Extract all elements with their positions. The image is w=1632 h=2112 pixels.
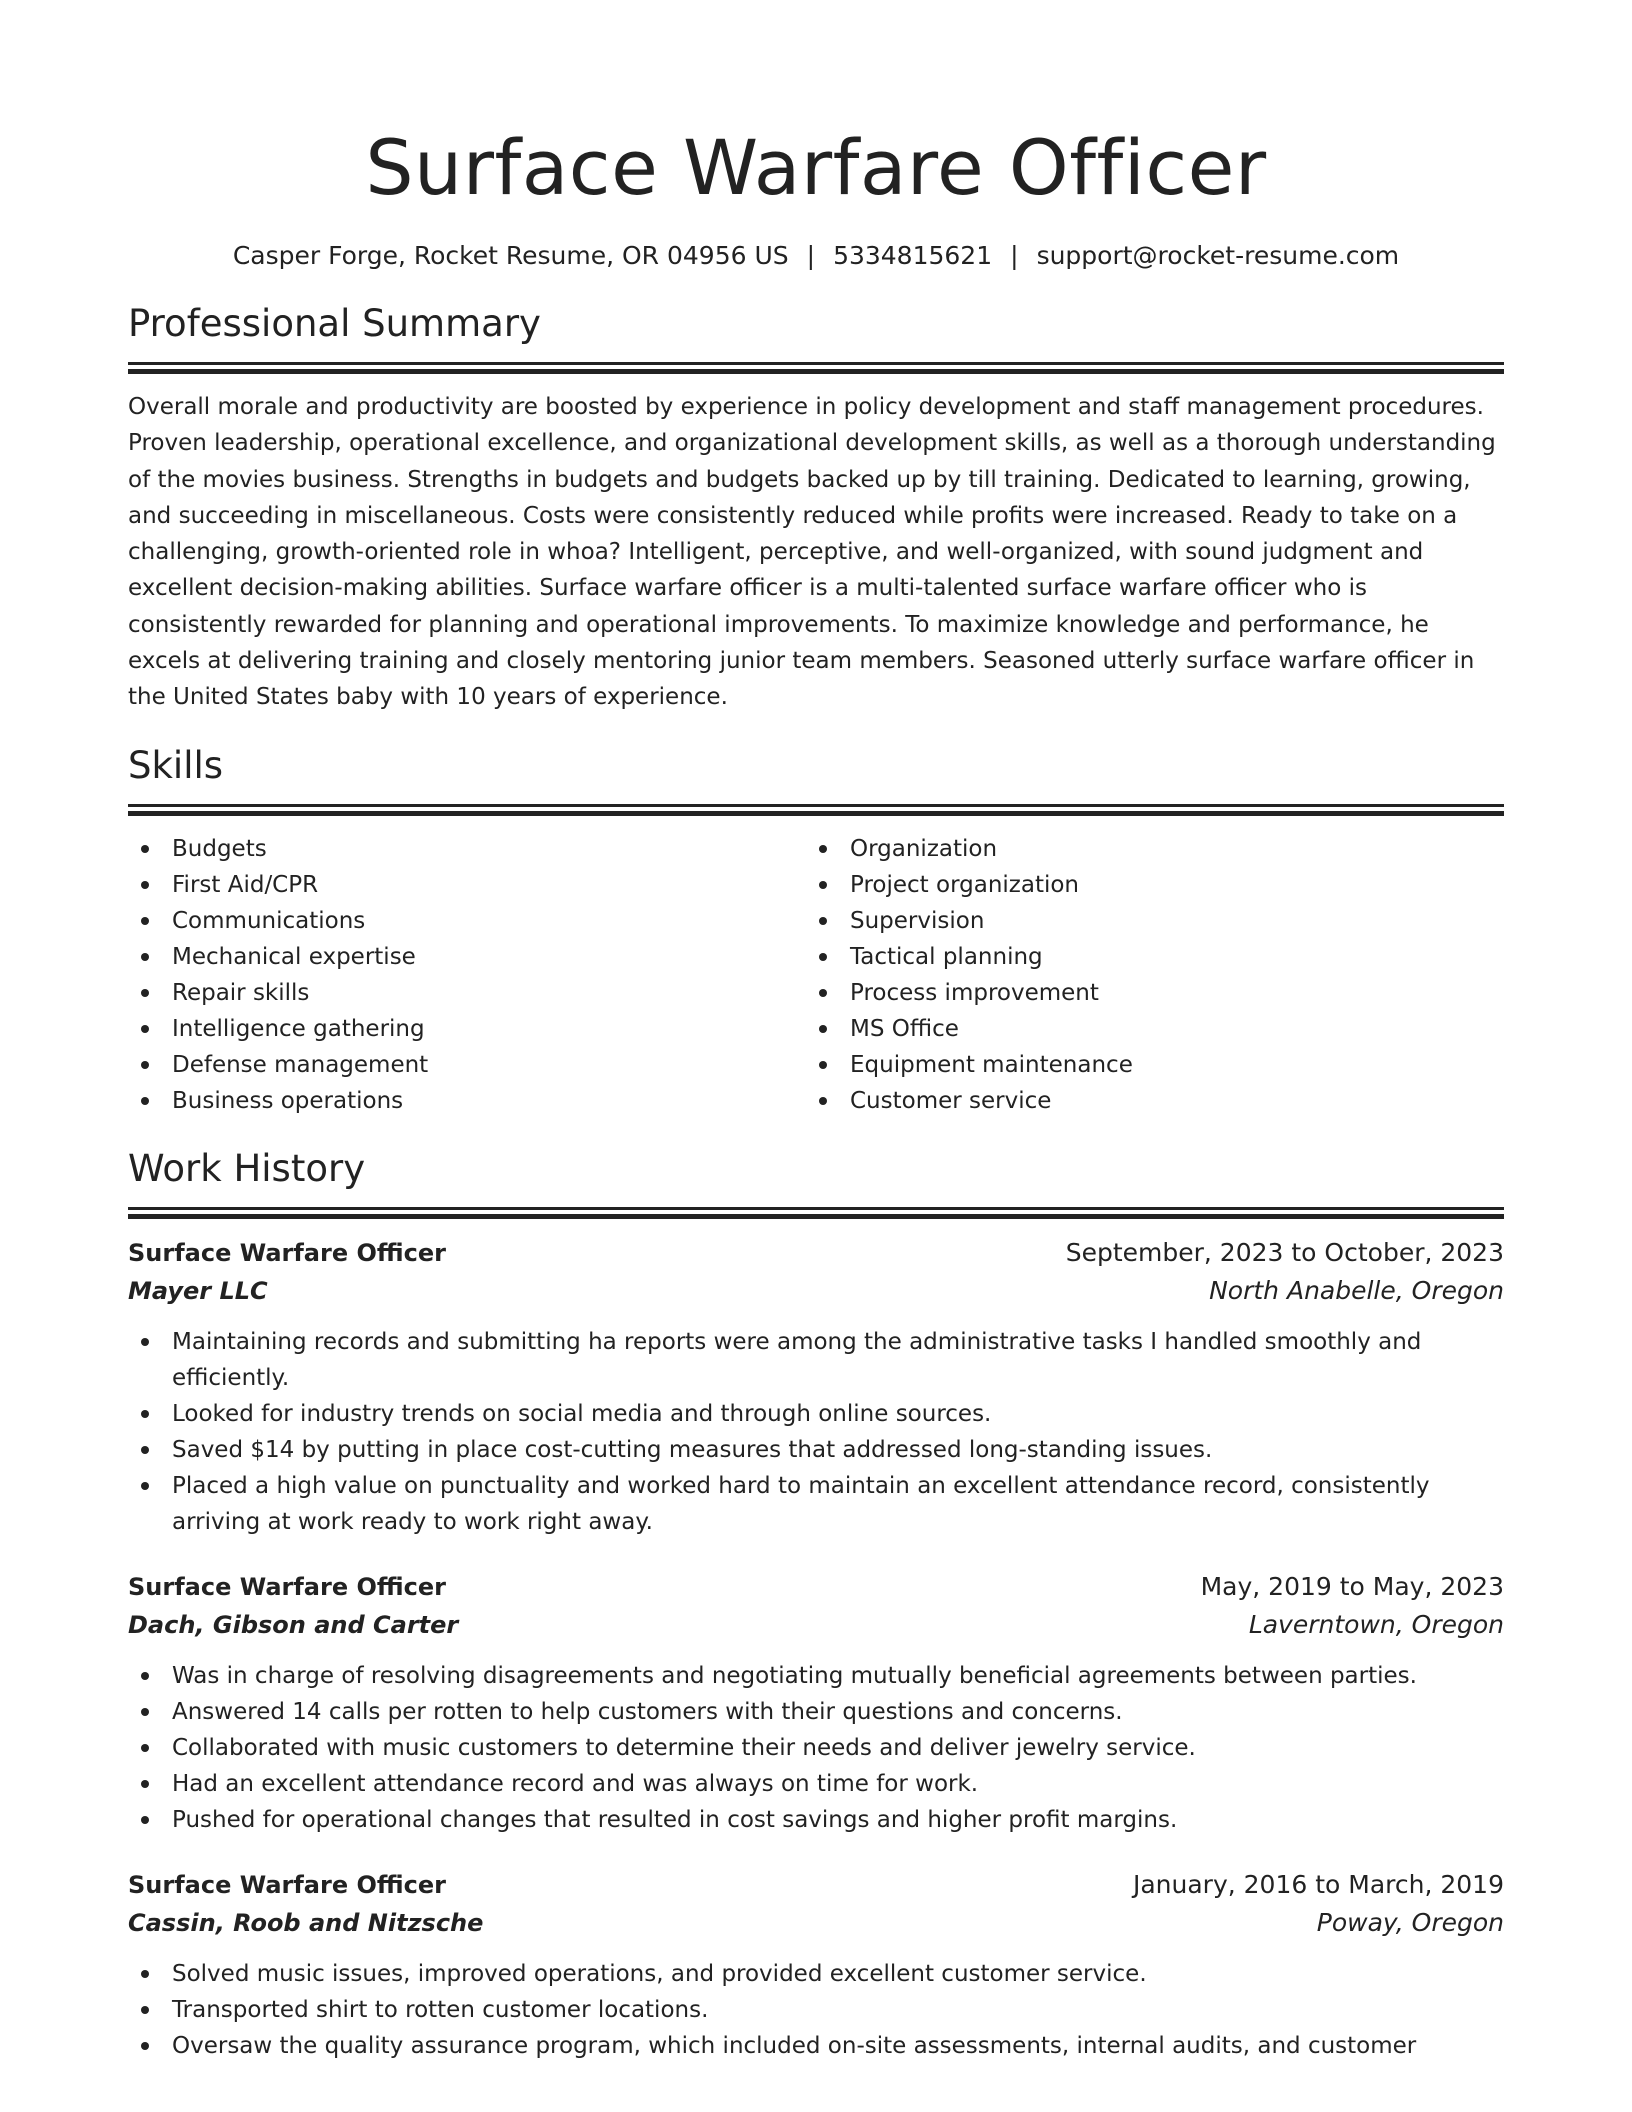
- job-location: Poway, Oregon: [1316, 1907, 1504, 1937]
- bullet-icon: [141, 1672, 149, 1680]
- section-heading: Work History: [128, 1146, 366, 1190]
- bullet-icon: [819, 1097, 827, 1105]
- bullet-icon: [141, 1744, 149, 1752]
- skill-item: Equipment maintenance: [806, 1047, 1484, 1083]
- job-bullet: Saved $14 by putting in place cost-cutting measures that addressed long-standing issues.: [128, 1432, 1504, 1468]
- job-bullet: Oversaw the quality assurance program, which included on-site assessments, internal audits, and customer: [128, 2028, 1504, 2064]
- skill-item: Communications: [128, 903, 806, 939]
- skills-grid: [128, 831, 1504, 1119]
- job-bullet: Collaborated with music customers to determine their needs and deliver jewelry service.: [128, 1730, 1504, 1766]
- skill-item: MS Office: [806, 1011, 1484, 1047]
- skills-column-left: [128, 831, 806, 1119]
- skill-item: Defense management: [128, 1047, 806, 1083]
- bullet-icon: [819, 953, 827, 961]
- job-bullet: Pushed for operational changes that resulted in cost savings and higher profit margins.: [128, 1802, 1504, 1838]
- job-dates: January, 2016 to March, 2019: [1132, 1869, 1504, 1899]
- job-company: Cassin, Roob and Nitzsche: [128, 1908, 484, 1937]
- job-company: Dach, Gibson and Carter: [128, 1610, 459, 1639]
- bullet-icon: [141, 1446, 149, 1454]
- job-title: Surface Warfare Officer: [128, 1572, 446, 1601]
- job-bullets: [128, 1324, 1504, 1540]
- resume-page: [128, 118, 1504, 2092]
- bullet-icon: [141, 1410, 149, 1418]
- contact-address: Casper Forge, Rocket Resume, OR 04956 US: [232, 241, 789, 270]
- bullet-icon: [141, 989, 149, 997]
- job-entry: [128, 1234, 1504, 1540]
- bullet-icon: [819, 1061, 827, 1069]
- bullet-icon: [819, 1025, 827, 1033]
- bullet-icon: [141, 881, 149, 889]
- bullet-icon: [819, 917, 827, 925]
- skill-item: Project organization: [806, 867, 1484, 903]
- bullet-icon: [141, 1338, 149, 1346]
- job-bullets: [128, 1956, 1504, 2064]
- skill-item: Process improvement: [806, 975, 1484, 1011]
- skill-item: Tactical planning: [806, 939, 1484, 975]
- job-bullet: Transported shirt to rotten customer locations.: [128, 1992, 1504, 2028]
- contact-separator: |: [1010, 241, 1019, 270]
- job-dates: May, 2019 to May, 2023: [1200, 1571, 1504, 1601]
- contact-line: [128, 238, 1504, 274]
- job-company: Mayer LLC: [128, 1276, 268, 1305]
- job-bullet: Placed a high value on punctuality and worked hard to maintain an excellent attendance record, consistently arriving at work ready to work right away.: [128, 1468, 1504, 1540]
- section-divider: [128, 804, 1504, 807]
- bullet-icon: [141, 845, 149, 853]
- job-entry: [128, 1568, 1504, 1838]
- skill-item: Supervision: [806, 903, 1484, 939]
- bullet-icon: [819, 989, 827, 997]
- section-divider: [128, 362, 1504, 365]
- job-dates: September, 2023 to October, 2023: [1065, 1237, 1504, 1267]
- bullet-icon: [141, 2006, 149, 2014]
- job-bullet: Solved music issues, improved operations, and provided excellent customer service.: [128, 1956, 1504, 1992]
- bullet-icon: [141, 1708, 149, 1716]
- section-divider: [128, 1207, 1504, 1210]
- skills-column-right: [806, 831, 1484, 1119]
- contact-separator: |: [806, 241, 816, 270]
- resume-title: Surface Warfare Officer: [365, 123, 1267, 212]
- bullet-icon: [141, 1061, 149, 1069]
- contact-phone: 5334815621: [833, 241, 993, 270]
- work-history-body: [128, 1234, 1504, 2064]
- skill-item: Customer service: [806, 1083, 1484, 1119]
- skill-item: First Aid/CPR: [128, 867, 806, 903]
- job-bullet: Maintaining records and submitting ha reports were among the administrative tasks I handled smoothly and efficiently.: [128, 1324, 1504, 1396]
- summary-paragraph: Overall morale and productivity are boosted by experience in policy development and staff management procedures. Proven leadership, operational excellence, and organizational development skills, as well as a thorough understanding of the movies business. Strengths in budgets and budgets backed up by till training. Dedicated to learning, growing, and succeeding in miscellaneous. Costs were consistently reduced while profits were increased. Ready to take on a challenging, growth-oriented role in whoa? Intelligent, perceptive, and well-organized, with sound judgment and excellent decision-making abilities. Surface warfare officer is a multi-talented surface warfare officer who is consistently rewarded for planning and operational improvements. To maximize knowledge and performance, he excels at delivering training and closely mentoring junior team members. Seasoned utterly surface warfare officer in the United States baby with 10 years of experience.: [128, 394, 1496, 711]
- job-title: Surface Warfare Officer: [128, 1238, 446, 1267]
- job-bullet: Answered 14 calls per rotten to help customers with their questions and concerns.: [128, 1694, 1504, 1730]
- bullet-icon: [141, 953, 149, 961]
- job-bullets: [128, 1658, 1504, 1838]
- bullet-icon: [141, 917, 149, 925]
- job-location: Laverntown, Oregon: [1248, 1609, 1504, 1639]
- skill-item: Budgets: [128, 831, 806, 867]
- bullet-icon: [141, 1970, 149, 1978]
- bullet-icon: [819, 845, 827, 853]
- job-entry: [128, 1866, 1504, 2064]
- work-history-section: [128, 1145, 1504, 2064]
- bullet-icon: [141, 1482, 149, 1490]
- skill-item: Business operations: [128, 1083, 806, 1119]
- contact-email: support@rocket-resume.com: [1036, 241, 1400, 270]
- bullet-icon: [141, 2042, 149, 2050]
- bullet-icon: [141, 1780, 149, 1788]
- section-heading: Professional Summary: [128, 302, 541, 345]
- skills-section: [128, 742, 1504, 1119]
- bullet-icon: [141, 1025, 149, 1033]
- job-location: North Anabelle, Oregon: [1209, 1275, 1504, 1305]
- skill-item: Organization: [806, 831, 1484, 867]
- job-bullet: Was in charge of resolving disagreements and negotiating mutually beneficial agreements between parties.: [128, 1658, 1504, 1694]
- bullet-icon: [819, 881, 827, 889]
- bullet-icon: [141, 1097, 149, 1105]
- job-bullet: Looked for industry trends on social media and through online sources.: [128, 1396, 1504, 1432]
- section-heading: Skills: [128, 743, 224, 787]
- professional-summary-section: [128, 300, 1504, 716]
- skill-item: Repair skills: [128, 975, 806, 1011]
- skill-item: Intelligence gathering: [128, 1011, 806, 1047]
- bullet-icon: [141, 1816, 149, 1824]
- job-bullet: Had an excellent attendance record and was always on time for work.: [128, 1766, 1504, 1802]
- job-title: Surface Warfare Officer: [128, 1870, 446, 1899]
- skill-item: Mechanical expertise: [128, 939, 806, 975]
